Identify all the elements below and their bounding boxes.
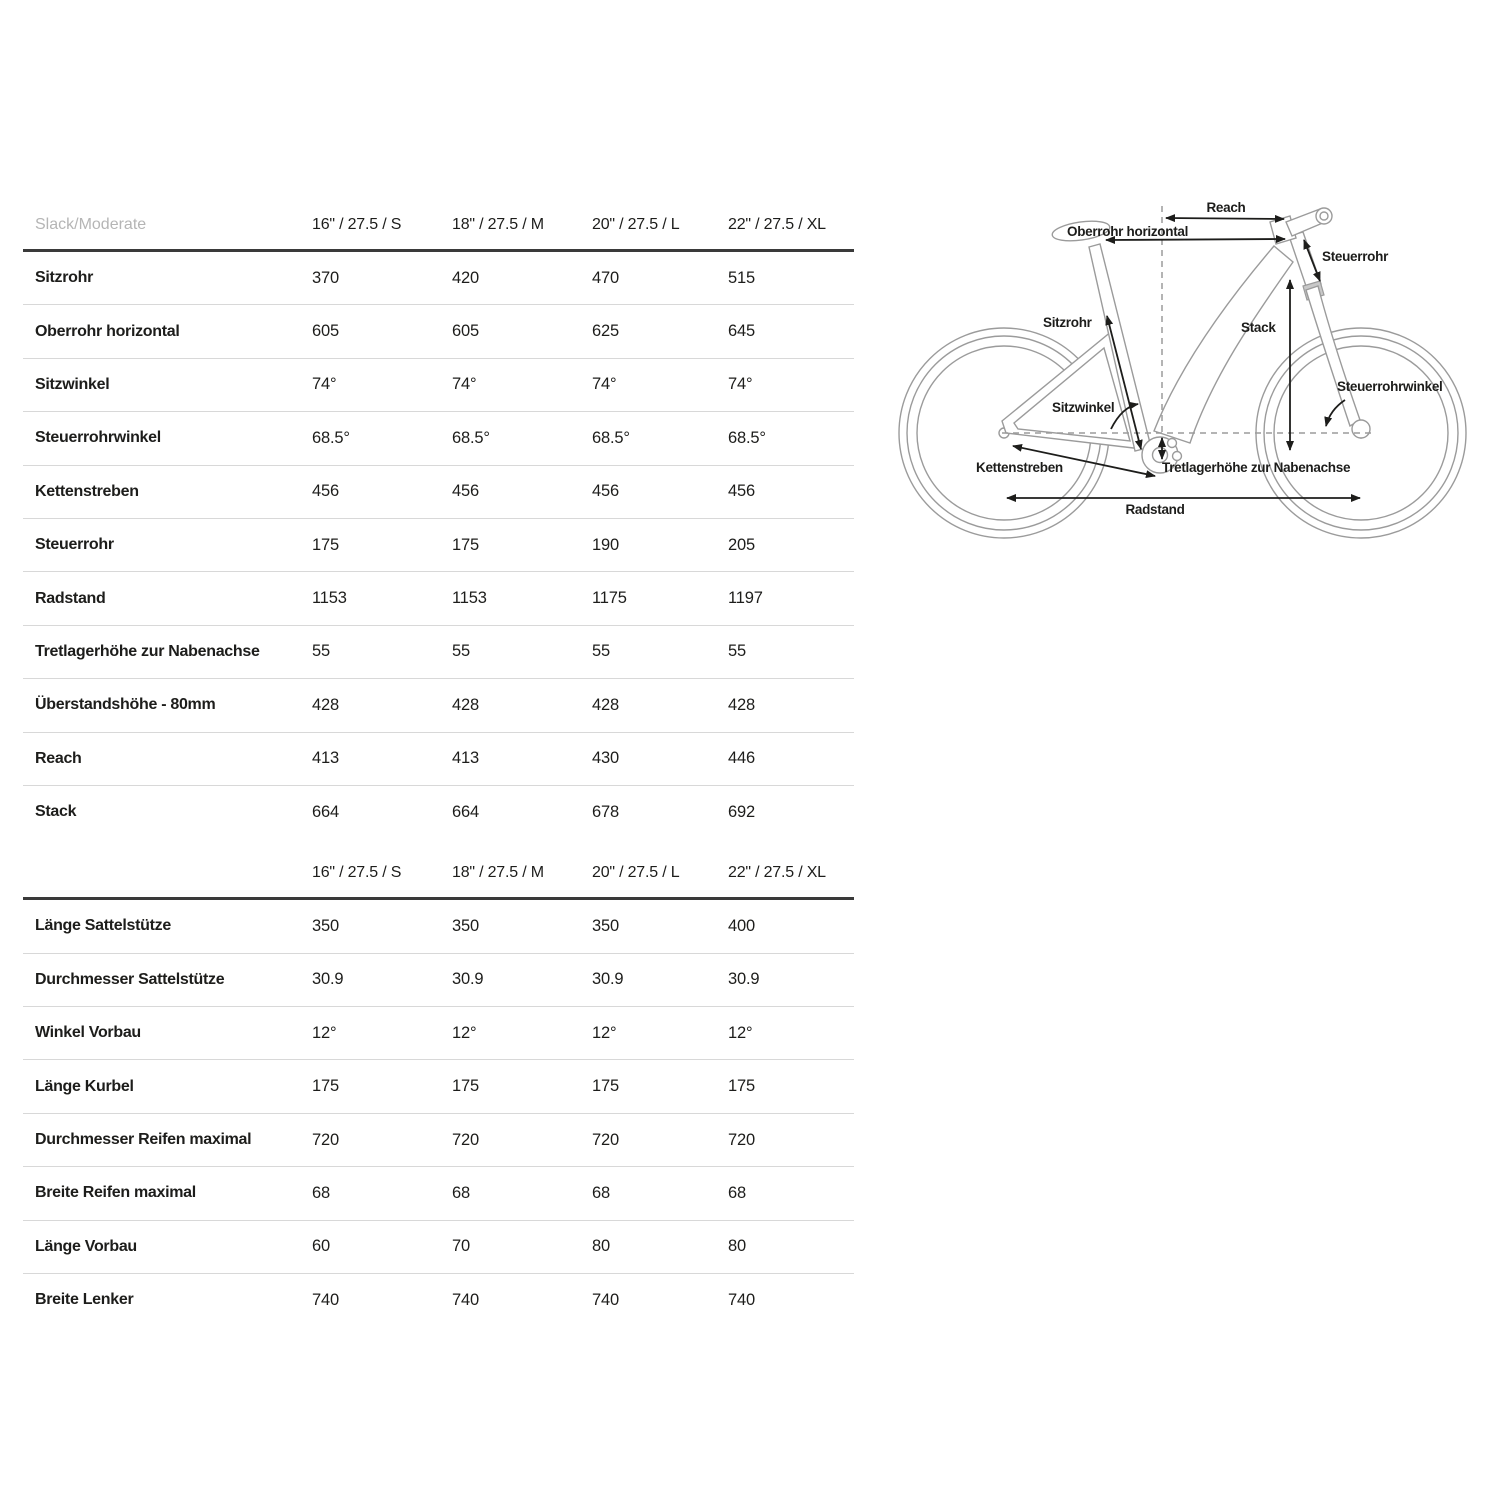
row-label: Breite Reifen maximal: [35, 1184, 196, 1202]
row-label: Radstand: [35, 589, 106, 607]
row-value-m: 55: [452, 642, 470, 661]
row-value-m: 350: [452, 916, 479, 935]
size-column-header: 22" / 27.5 / XL: [728, 215, 826, 233]
row-value-xl: 205: [728, 535, 755, 554]
table-row: [23, 466, 854, 519]
table-row: [23, 1221, 854, 1274]
bike-geometry-diagram: [890, 185, 1500, 560]
row-value-l: 12°: [592, 1023, 617, 1042]
row-label: Breite Lenker: [35, 1291, 134, 1309]
reach-arrow: [1166, 218, 1284, 219]
row-value-l: 678: [592, 802, 619, 821]
row-value-m: 420: [452, 268, 479, 287]
table-section-2: [23, 900, 854, 1326]
row-label: Länge Kurbel: [35, 1077, 134, 1095]
row-label: Sitzwinkel: [35, 375, 110, 393]
row-value-s: 428: [312, 695, 339, 714]
table-row: [23, 305, 854, 358]
row-value-l: 1175: [592, 589, 627, 608]
row-value-l: 80: [592, 1237, 610, 1256]
row-value-s: 350: [312, 916, 339, 935]
row-value-s: 605: [312, 322, 339, 341]
row-value-s: 720: [312, 1130, 339, 1149]
table-row: [23, 1007, 854, 1060]
row-value-m: 12°: [452, 1023, 477, 1042]
row-label: Stack: [35, 803, 77, 821]
row-label: Oberrohr horizontal: [35, 322, 180, 340]
row-value-s: 175: [312, 535, 339, 554]
row-label: Durchmesser Reifen maximal: [35, 1131, 252, 1149]
row-value-m: 30.9: [452, 970, 484, 989]
table-row: [23, 1274, 854, 1326]
kettenstreben-label: Kettenstreben: [976, 460, 1063, 475]
steuerrohr-label: Steuerrohr: [1322, 249, 1389, 264]
size-column-header: 20" / 27.5 / L: [592, 215, 680, 233]
table-row: [23, 900, 854, 953]
row-value-xl: 175: [728, 1077, 755, 1096]
row-value-xl: 68: [728, 1183, 746, 1202]
table-row: [23, 519, 854, 572]
row-value-xl: 1197: [728, 589, 763, 608]
row-value-s: 30.9: [312, 970, 344, 989]
row-value-m: 456: [452, 482, 479, 501]
row-value-m: 1153: [452, 589, 487, 608]
row-value-m: 428: [452, 695, 479, 714]
row-value-s: 1153: [312, 589, 347, 608]
tretlagerhoehe-label: Tretlagerhöhe zur Nabenachse: [1162, 460, 1351, 475]
reach-label: Reach: [1206, 200, 1246, 215]
row-value-m: 664: [452, 802, 479, 821]
row-value-m: 720: [452, 1130, 479, 1149]
row-value-s: 740: [312, 1290, 339, 1309]
front-dropout: [1352, 420, 1370, 438]
table-row: [23, 1167, 854, 1220]
table-row: [23, 1060, 854, 1113]
row-value-l: 74°: [592, 375, 617, 394]
row-value-xl: 30.9: [728, 970, 760, 989]
row-value-xl: 446: [728, 749, 755, 768]
row-value-xl: 428: [728, 695, 755, 714]
oberrohr-label: Oberrohr horizontal: [1067, 224, 1189, 239]
row-value-s: 413: [312, 749, 339, 768]
row-value-l: 740: [592, 1290, 619, 1309]
table-header-row-2: [23, 848, 854, 900]
stack-label: Stack: [1241, 320, 1276, 335]
size-column-header: 22" / 27.5 / XL: [728, 863, 826, 881]
table-row: [23, 572, 854, 625]
row-value-m: 175: [452, 1077, 479, 1096]
row-value-s: 60: [312, 1237, 330, 1256]
row-label: Länge Vorbau: [35, 1237, 137, 1255]
row-value-m: 740: [452, 1290, 479, 1309]
row-value-xl: 80: [728, 1237, 746, 1256]
table-row: [23, 626, 854, 679]
radstand-label: Radstand: [1125, 502, 1185, 517]
row-value-xl: 55: [728, 642, 746, 661]
row-value-l: 625: [592, 322, 619, 341]
row-value-l: 428: [592, 695, 619, 714]
row-value-l: 720: [592, 1130, 619, 1149]
row-value-s: 74°: [312, 375, 337, 394]
row-value-xl: 645: [728, 322, 755, 341]
row-value-m: 68.5°: [452, 428, 490, 447]
row-label: Reach: [35, 749, 82, 767]
row-value-xl: 12°: [728, 1023, 753, 1042]
row-value-l: 55: [592, 642, 610, 661]
sitzrohr-label: Sitzrohr: [1043, 315, 1092, 330]
row-value-l: 30.9: [592, 970, 624, 989]
table-row: [23, 954, 854, 1007]
row-value-s: 68.5°: [312, 428, 350, 447]
row-label: Steuerrohr: [35, 536, 114, 554]
frame-type-label: Slack/Moderate: [35, 215, 147, 233]
row-value-xl: 400: [728, 916, 755, 935]
table-section-1: [23, 252, 854, 838]
oberrohr-arrow: [1106, 239, 1285, 240]
size-column-header: 20" / 27.5 / L: [592, 863, 680, 881]
row-value-xl: 692: [728, 802, 755, 821]
row-value-m: 74°: [452, 375, 477, 394]
size-column-header: 16" / 27.5 / S: [312, 215, 402, 233]
row-label: Steuerrohrwinkel: [35, 429, 161, 447]
row-value-s: 12°: [312, 1023, 337, 1042]
row-value-m: 68: [452, 1183, 470, 1202]
table-row: [23, 412, 854, 465]
table-row: [23, 679, 854, 732]
row-value-xl: 74°: [728, 375, 753, 394]
fork: [1306, 286, 1360, 426]
row-value-l: 175: [592, 1077, 619, 1096]
row-value-m: 70: [452, 1237, 470, 1256]
table-row: [23, 786, 854, 838]
row-value-l: 456: [592, 482, 619, 501]
row-value-s: 175: [312, 1077, 339, 1096]
row-value-xl: 456: [728, 482, 755, 501]
table-row: [23, 359, 854, 412]
row-value-l: 68: [592, 1183, 610, 1202]
table-row: [23, 733, 854, 786]
row-value-m: 413: [452, 749, 479, 768]
row-label: Überstandshöhe - 80mm: [35, 696, 216, 714]
table-row: [23, 1114, 854, 1167]
row-value-m: 175: [452, 535, 479, 554]
size-column-header: 16" / 27.5 / S: [312, 863, 402, 881]
row-label: Kettenstreben: [35, 482, 139, 500]
row-label: Winkel Vorbau: [35, 1024, 141, 1042]
row-value-l: 470: [592, 268, 619, 287]
row-label: Durchmesser Sattelstütze: [35, 970, 225, 988]
size-column-header: 18" / 27.5 / M: [452, 863, 544, 881]
row-label: Sitzrohr: [35, 269, 94, 287]
row-value-xl: 740: [728, 1290, 755, 1309]
row-value-l: 190: [592, 535, 619, 554]
row-label: Länge Sattelstütze: [35, 917, 171, 935]
row-value-m: 605: [452, 322, 479, 341]
size-column-header: 18" / 27.5 / M: [452, 215, 544, 233]
row-value-s: 370: [312, 268, 339, 287]
row-value-s: 68: [312, 1183, 330, 1202]
table-row: [23, 252, 854, 305]
row-value-s: 456: [312, 482, 339, 501]
handlebar-grip: [1316, 208, 1332, 224]
row-value-s: 55: [312, 642, 330, 661]
row-label: Tretlagerhöhe zur Nabenachse: [35, 642, 260, 660]
steuerrohrwinkel-label: Steuerrohrwinkel: [1337, 379, 1443, 394]
row-value-xl: 515: [728, 268, 755, 287]
row-value-s: 664: [312, 802, 339, 821]
row-value-l: 430: [592, 749, 619, 768]
row-value-xl: 68.5°: [728, 428, 766, 447]
sitzwinkel-label: Sitzwinkel: [1052, 400, 1115, 415]
table-header-row-1: [23, 200, 854, 252]
row-value-xl: 720: [728, 1130, 755, 1149]
row-value-l: 350: [592, 916, 619, 935]
row-value-l: 68.5°: [592, 428, 630, 447]
down-tube: [1154, 246, 1293, 443]
geometry-table: [23, 200, 854, 1326]
